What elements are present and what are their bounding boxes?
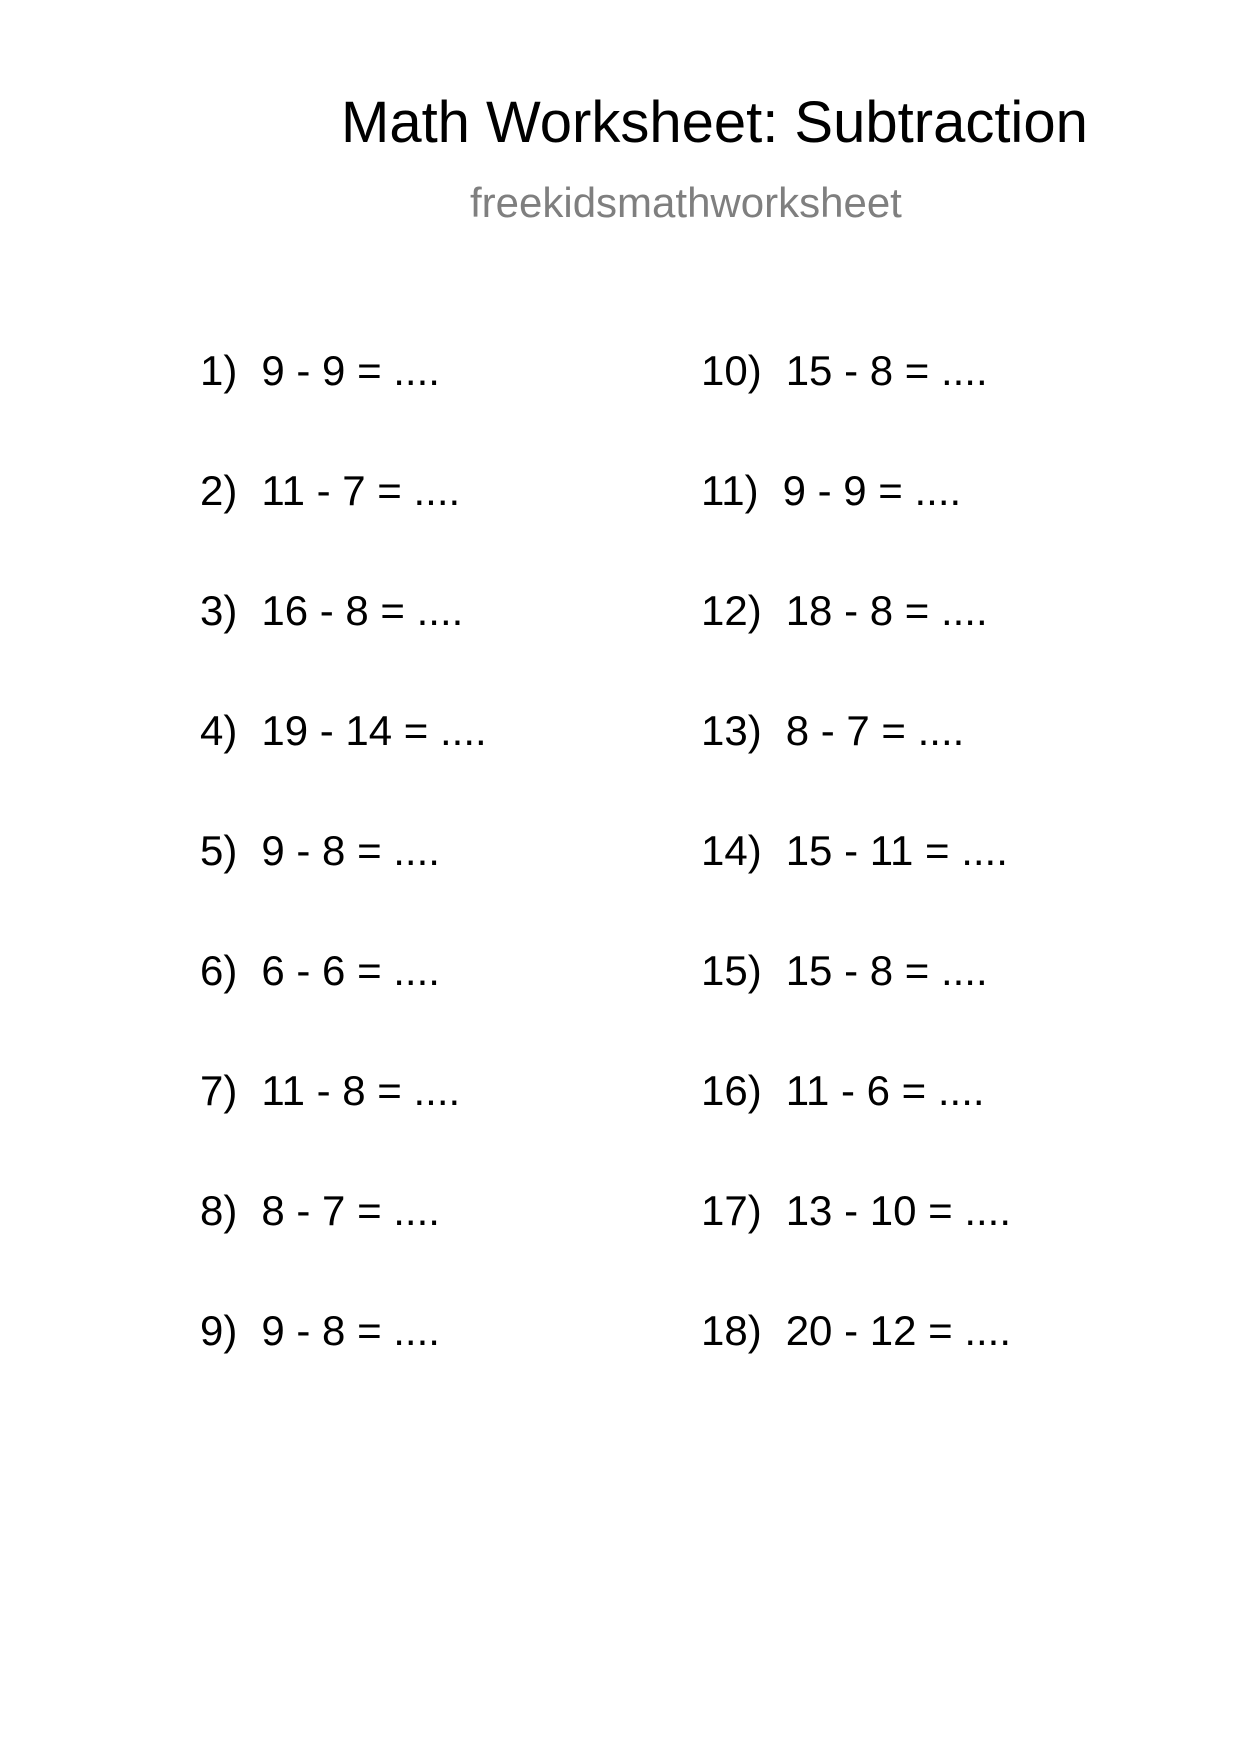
problem-number: 4)	[200, 707, 238, 754]
problem-item	[200, 827, 487, 950]
problem-column-left	[200, 347, 487, 1430]
problem-item	[701, 707, 1011, 830]
problem-item	[701, 827, 1011, 950]
problem-number: 14)	[701, 827, 762, 874]
problem-item	[200, 707, 487, 830]
problem-item	[701, 1067, 1011, 1190]
problem-number: 9)	[200, 1307, 238, 1354]
problem-number: 8)	[200, 1187, 238, 1234]
problem-number: 1)	[200, 347, 238, 394]
problem-number: 10)	[701, 347, 762, 394]
problem-item	[701, 1187, 1012, 1310]
problem-number: 6)	[200, 947, 238, 994]
problem-number: 12)	[701, 587, 762, 634]
problem-number: 7)	[200, 1067, 238, 1114]
problem-item	[701, 1307, 1012, 1430]
problem-expression: 8 - 7 = ....	[261, 1187, 440, 1234]
problem-expression: 6 - 6 = ....	[261, 947, 440, 994]
problem-item	[200, 347, 487, 470]
problem-expression: 13 - 10 = ....	[785, 1187, 1012, 1234]
problem-number: 11)	[701, 467, 759, 514]
problem-expression: 8 - 7 = ....	[785, 707, 965, 754]
problem-expression: 20 - 12 = ....	[785, 1307, 1012, 1354]
problem-expression: 15 - 8 = ....	[785, 347, 988, 394]
page-title: Math Worksheet: Subtraction	[341, 90, 1088, 155]
problem-item	[701, 947, 1011, 1070]
problem-expression: 11 - 6 = ....	[785, 1067, 985, 1114]
problem-number: 13)	[701, 707, 762, 754]
problem-item	[200, 947, 487, 1070]
problem-number: 18)	[701, 1307, 762, 1354]
problem-number: 17)	[701, 1187, 762, 1234]
problem-item	[200, 1187, 487, 1310]
problem-expression: 15 - 8 = ....	[785, 947, 988, 994]
problem-item	[200, 1067, 487, 1190]
problem-expression: 9 - 9 = ....	[261, 347, 440, 394]
problem-expression: 9 - 9 = ....	[782, 467, 962, 514]
problem-item	[701, 467, 1011, 590]
problem-item	[701, 587, 1011, 710]
problem-item	[200, 1307, 487, 1430]
problem-number: 5)	[200, 827, 238, 874]
problem-number: 2)	[200, 467, 238, 514]
problem-item	[200, 587, 487, 710]
problem-column-right	[701, 347, 1012, 1430]
problem-number: 16)	[701, 1067, 762, 1114]
page-subtitle: freekidsmathworksheet	[470, 179, 902, 226]
problem-expression: 19 - 14 = ....	[261, 707, 487, 754]
problem-number: 3)	[200, 587, 238, 634]
problem-expression: 9 - 8 = ....	[261, 827, 440, 874]
problem-expression: 11 - 8 = ....	[261, 1067, 461, 1114]
problem-item	[200, 467, 487, 590]
problem-expression: 11 - 7 = ....	[261, 467, 461, 514]
problem-expression: 15 - 11 = ....	[785, 827, 1008, 874]
problem-number: 15)	[701, 947, 762, 994]
problem-expression: 9 - 8 = ....	[261, 1307, 440, 1354]
problem-expression: 16 - 8 = ....	[261, 587, 464, 634]
problem-item	[701, 347, 1011, 470]
problem-expression: 18 - 8 = ....	[785, 587, 988, 634]
